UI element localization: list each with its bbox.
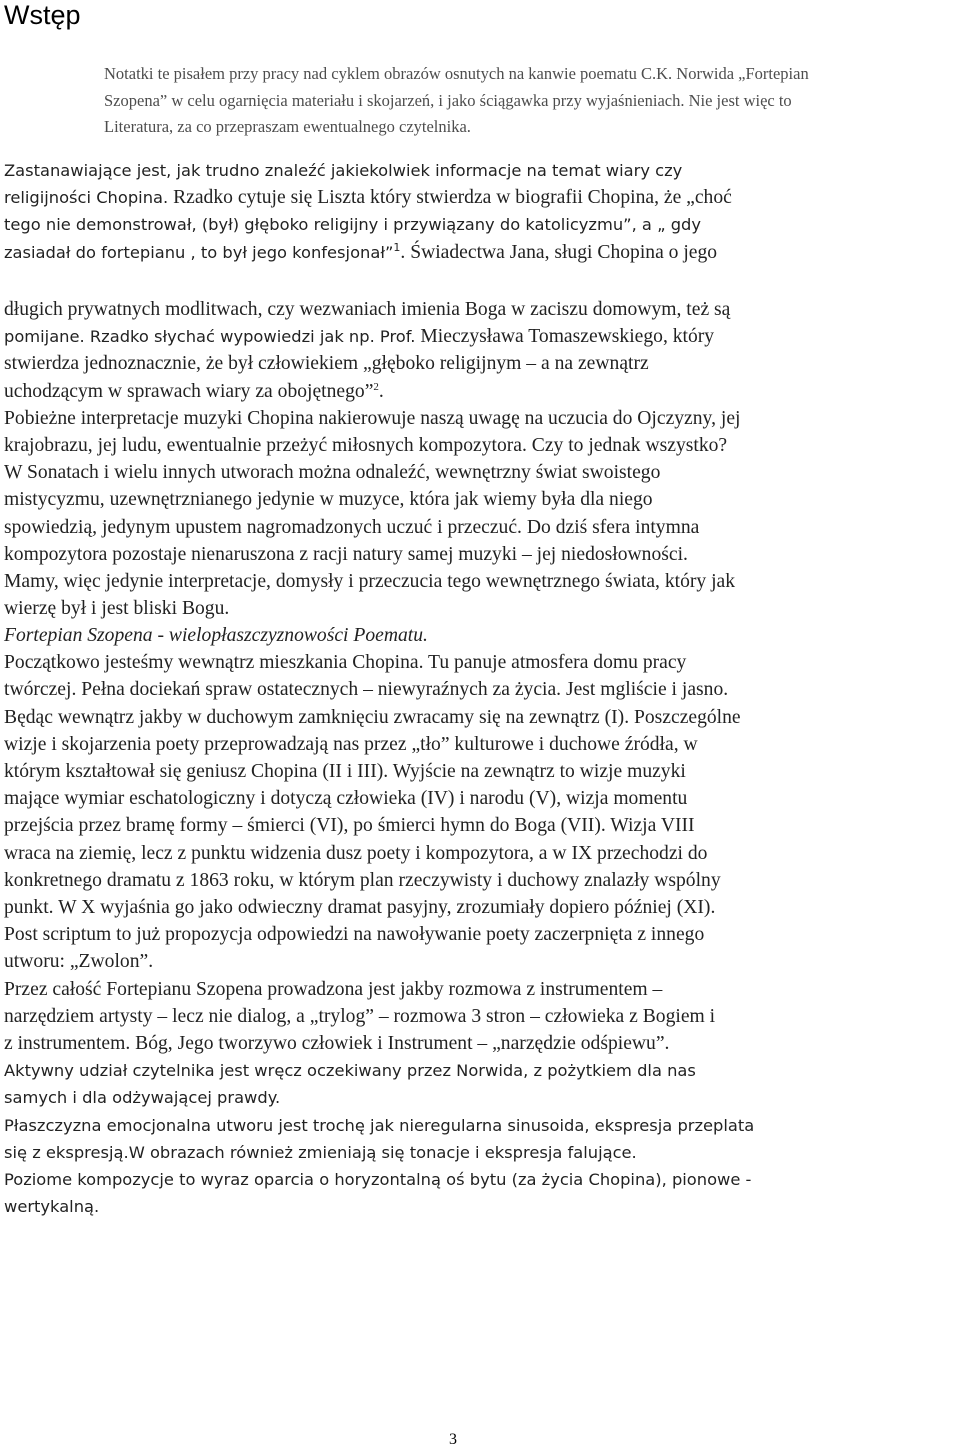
text-span: . [378, 380, 384, 402]
intro-line: Notatki te pisałem przy pracy nad cyklem obrazów osnutych na kanwie poematu C.K. Norwida „Fortepian [104, 64, 809, 83]
section-line: Poziome kompozycje to wyraz oparcia o horyzontalną oś bytu (za życia Chopina), pionowe - [4, 1170, 752, 1190]
section-line: konkretnego dramatu z 1863 roku, w którym plan rzeczywisty i duchowy znalazły wspólny [4, 869, 721, 891]
section-fortepian [4, 622, 956, 1220]
text-span: . Świadectwa Jana, sługi Chopina o jego [400, 241, 718, 263]
section-line: się z ekspresją.W obrazach również zmieniają się tonacje i ekspresja falujące. [4, 1142, 637, 1162]
page-number: 3 [449, 1431, 457, 1448]
section-line: Początkowo jesteśmy wewnątrz mieszkania Chopina. Tu panuje atmosfera domu pracy [4, 652, 687, 674]
paragraph-religion-cont [4, 296, 956, 622]
paragraph-line: krajobrazu, jej ludu, ewentualnie przeżyć miłosnych kompozytora. Czy to jednak wszystko? [4, 435, 728, 457]
text-span: uchodzącym w sprawach wiary za obojętnego” [4, 380, 374, 402]
intro-line: Szopena” w celu ogarnięcia materiału i skojarzeń, i jako ściągawka przy wyjaśnieniach. Nie jest więc to [104, 90, 792, 110]
section-line: samych i dla odżywającej prawdy. [4, 1088, 281, 1108]
paragraph-religion [4, 157, 904, 266]
paragraph-line: wierzę był i jest bliski Bogu. [4, 598, 230, 620]
footnote-ref: 1 [393, 240, 401, 254]
text-span: Mieczysława Tomaszewskiego, który [415, 326, 715, 348]
section-line: którym kształtował się geniusz Chopina (II i III). Wyjście na zewnątrz to wizje muzyki [4, 761, 686, 783]
section-line: wizje i skojarzenia poety przeprowadzają nas przez „tło” kulturowe i duchowe źródła, w [4, 733, 698, 755]
section-heading: Fortepian Szopena - wielopłaszczyznowości Poematu. [4, 625, 428, 646]
section-line: mające wymiar eschatologiczny i dotyczą człowieka (IV) i narodu (V), wizja momentu [4, 788, 688, 810]
section-line: Post scriptum to już propozycja odpowiedzi na nawoływanie poety zaczerpnięta z innego [4, 924, 705, 946]
paragraph-line: tego nie demonstrował, (był) głęboko religijny i przywiązany do katolicyzmu”, a „ gdy [4, 215, 702, 235]
paragraph-line [4, 323, 956, 350]
page-title: Wstęp [4, 0, 81, 30]
paragraph-line: Mamy, więc jedynie interpretacje, domysły i przeczucia tego wewnętrznego świata, który jak [4, 571, 736, 593]
section-line: przejścia przez bramę formy – śmierci (VI), po śmierci hymn do Boga (VII). Wizja VIII [4, 815, 695, 837]
section-line: Płaszczyzna emocjonalna utworu jest trochę jak nieregularna sinusoida, ekspresja przeplata [4, 1115, 755, 1135]
paragraph-line: mistycyzmu, uzewnętrznianego jedynie w muzyce, która jak wiemy była dla niego [4, 489, 653, 511]
section-line: narzędziem artysty – lecz nie dialog, a „trylog” – rozmowa 3 stron – człowieka z Bogiem i [4, 1005, 716, 1027]
paragraph-line: długich prywatnych modlitwach, czy wezwaniach imienia Boga w zaciszu domowym, też są [4, 299, 731, 320]
text-span: Rzadko cytuje się Liszta który stwierdza w biografii Chopina, że „choć [168, 187, 732, 209]
section-line: z instrumentem. Bóg, Jego tworzywo człowiek i Instrument – „narzędzie odśpiewu”. [4, 1033, 670, 1055]
paragraph-line: Pobieżne interpretacje muzyki Chopina nakierowuje naszą uwagę na uczucia do Ojczyzny, jej [4, 407, 741, 429]
section-line: punkt. W X wyjaśnia go jako odwieczny dramat pasyjny, zrozumiały dopiero później (XI). [4, 897, 716, 919]
text-span: pomijane. Rzadko słychać wypowiedzi jak np. Prof. [4, 327, 416, 347]
section-line: wertykalną. [4, 1197, 100, 1217]
section-line: wraca na ziemię, lecz z punktu widzenia dusz poety i kompozytora, a w IX przechodzi do [4, 842, 708, 864]
section-line: utworu: „Zwolon”. [4, 951, 154, 973]
intro-paragraph [104, 61, 956, 141]
section-line: Przez całość Fortepianu Szopena prowadzona jest jakby rozmowa z instrumentem – [4, 978, 663, 1000]
footnote-ref: 2 [373, 380, 379, 393]
paragraph-line: spowiedzią, jedynym upustem nagromadzonych uczuć i przeczuć. Do dziś sfera intymna [4, 516, 700, 538]
section-line: twórczej. Pełna dociekań spraw ostatecznych – niewyraźnych za życia. Jest mgliście i jasno. [4, 679, 729, 701]
paragraph-line: W Sonatach i wielu innych utworach można odnaleźć, wewnętrzny świat swoistego [4, 462, 661, 484]
paragraph-line [4, 239, 904, 266]
paragraph-line [4, 378, 956, 405]
paragraph-line: kompozytora pozostaje nienaruszona z racji natury samej muzyki – jej niedosłowności. [4, 543, 688, 565]
paragraph-line [4, 184, 904, 211]
text-span: zasiadał do fortepianu , to był jego konfesjonał” [4, 242, 394, 262]
text-span: religijności Chopina. [4, 188, 169, 208]
section-line: Aktywny udział czytelnika jest wręcz oczekiwany przez Norwida, z pożytkiem dla nas [4, 1061, 696, 1081]
paragraph-line: stwierdza jednoznacznie, że był człowiekiem „głęboko religijnym – a na zewnątrz [4, 353, 649, 375]
section-line: Będąc wewnątrz jakby w duchowym zamknięciu zwracamy się na zewnątrz (I). Poszczególne [4, 706, 741, 728]
paragraph-line: Zastanawiające jest, jak trudno znaleźć jakiekolwiek informacje na temat wiary czy [4, 161, 683, 180]
intro-line: Literatura, za co przepraszam ewentualnego czytelnika. [104, 117, 471, 136]
